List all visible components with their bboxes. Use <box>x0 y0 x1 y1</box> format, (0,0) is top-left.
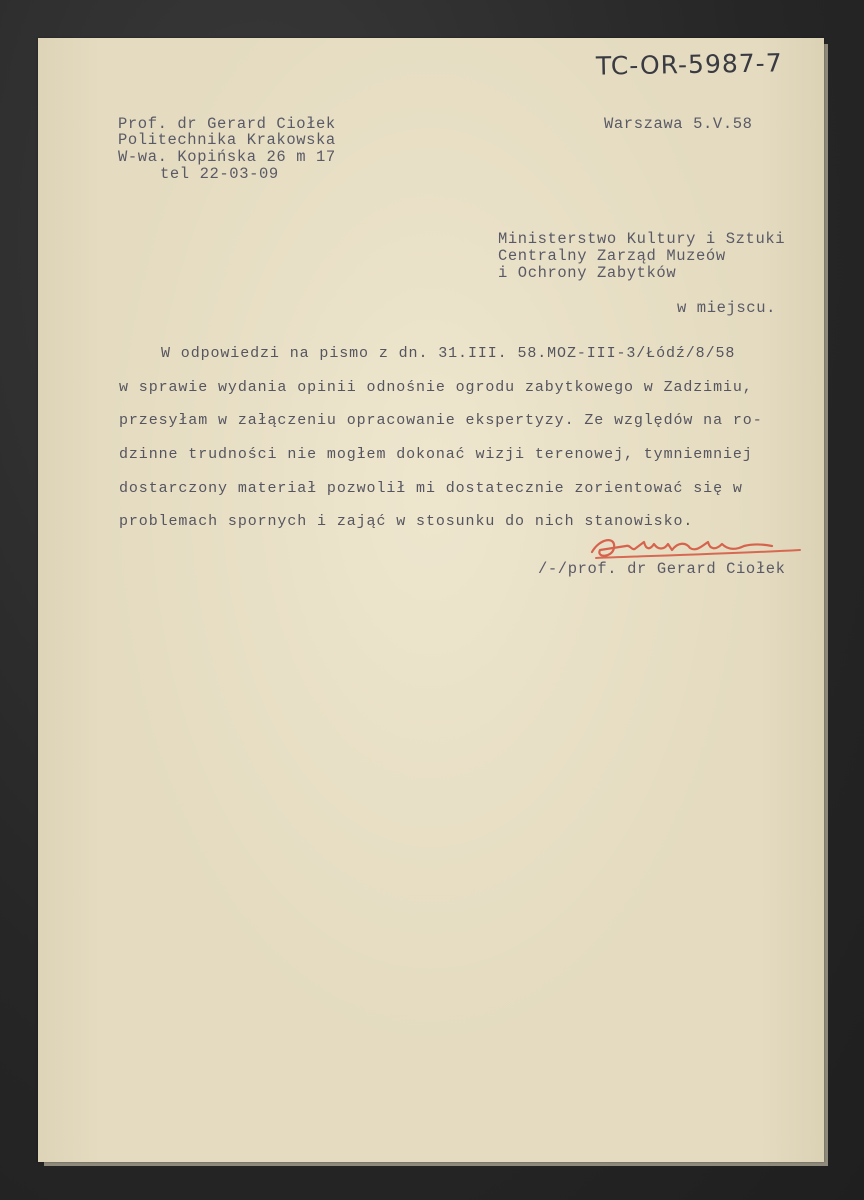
recipient-locality: w miejscu. <box>677 299 777 317</box>
body-line-6: problemach spornych i zająć w stosunku do nich stanowisko. <box>119 513 694 530</box>
sender-institution: Politechnika Krakowska <box>118 131 336 149</box>
sender-phone: tel 22-03-09 <box>160 165 279 183</box>
body-line-2: w sprawie wydania opinii odnośnie ogrodu zabytkowego w Zadzimiu, <box>119 379 753 396</box>
sender-address: W-wa. Kopińska 26 m 17 <box>118 148 336 166</box>
body-line-1: W odpowiedzi na pismo z dn. 31.III. 58.MOZ-III-3/Łódź/8/58 <box>161 345 736 362</box>
place-date: Warszawa 5.V.58 <box>604 115 753 133</box>
letter-page <box>38 38 824 1162</box>
sender-name: Prof. dr Gerard Ciołek <box>118 115 336 133</box>
body-line-4: dzinne trudności nie mogłem dokonać wizji terenowej, tymniemniej <box>119 446 753 463</box>
archive-mark: TC-OR-5987-7 <box>595 48 783 81</box>
recipient-ministry: Ministerstwo Kultury i Sztuki <box>498 230 786 248</box>
recipient-department: Centralny Zarząd Muzeów <box>498 247 726 265</box>
body-line-5: dostarczony materiał pozwolił mi dostatecznie zorientować się w <box>119 480 743 497</box>
recipient-department-cont: i Ochrony Zabytków <box>498 264 677 282</box>
signature-typed: /-/prof. dr Gerard Ciołek <box>538 560 786 578</box>
body-line-3: przesyłam w załączeniu opracowanie ekspertyzy. Ze względów na ro- <box>119 412 763 429</box>
